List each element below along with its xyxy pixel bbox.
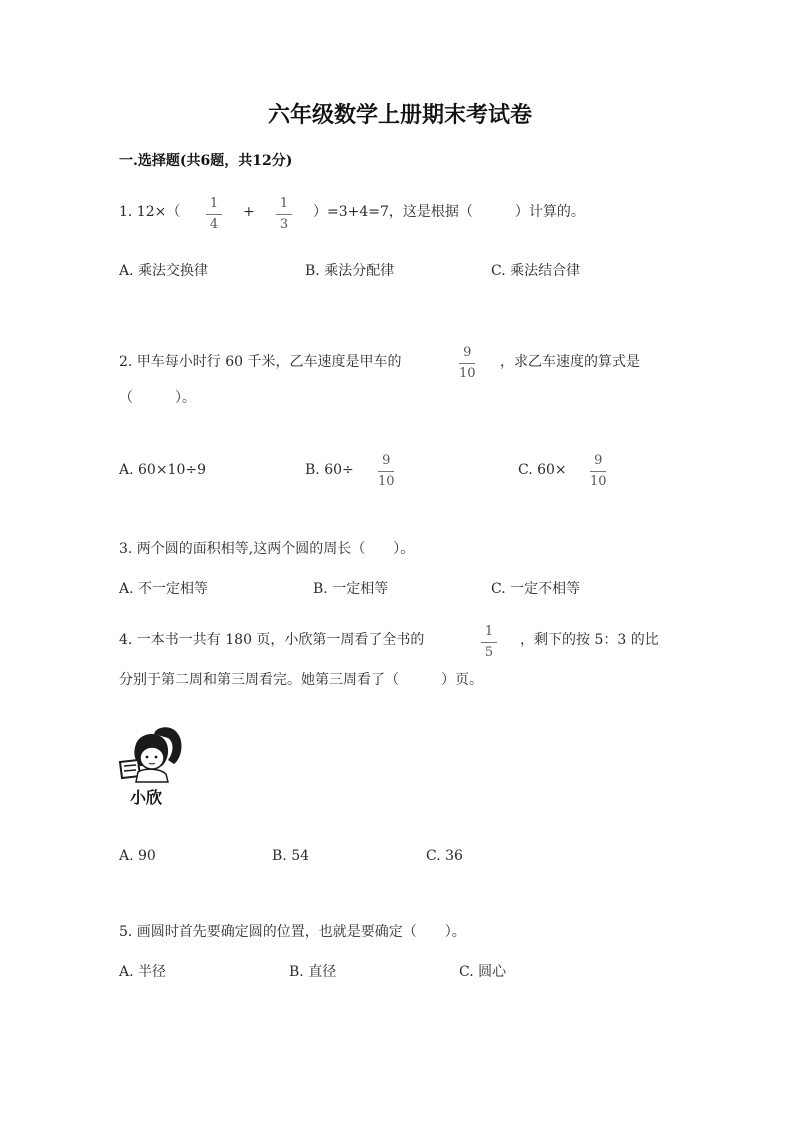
- q2-suffix: ，求乙车速度的算式是: [500, 354, 640, 370]
- q4-line2: 分别于第二周和第三周看完。她第三周看了（ ）页。: [119, 672, 483, 688]
- q5-option-c[interactable]: C. 圆心: [459, 964, 507, 980]
- q4-fraction-denominator: 5: [484, 645, 494, 660]
- fraction-bar: [459, 363, 475, 364]
- q4-fraction-numerator: 1: [484, 624, 494, 639]
- q2-option-b-denominator: 10: [378, 474, 395, 489]
- q1-fraction-a-denominator: 4: [209, 217, 219, 232]
- q2-option-c-numerator: 9: [594, 453, 603, 468]
- q4-option-b[interactable]: B. 54: [272, 848, 310, 864]
- q1-option-b[interactable]: B. 乘法分配律: [305, 263, 395, 279]
- q1-plus: +: [243, 204, 255, 220]
- q3-option-c[interactable]: C. 一定不相等: [491, 581, 581, 597]
- q2-line2: （ ）。: [119, 390, 196, 406]
- q2-option-b-fraction: [378, 453, 395, 490]
- figure-label: 小欣: [130, 788, 163, 807]
- q1-fraction-b: [276, 196, 292, 233]
- q5-option-b[interactable]: B. 直径: [289, 964, 337, 980]
- q1-option-c[interactable]: C. 乘法结合律: [491, 263, 581, 279]
- q2-option-c-denominator: 10: [590, 474, 607, 489]
- fraction-bar: [590, 471, 606, 472]
- q2-option-c-fraction: [590, 453, 607, 490]
- q2-option-b-numerator: 9: [382, 453, 391, 468]
- q1-fraction-a: [206, 196, 222, 233]
- fraction-bar: [378, 471, 394, 472]
- q1-option-a[interactable]: A. 乘法交换律: [119, 263, 209, 279]
- q1-fraction-b-denominator: 3: [279, 217, 289, 232]
- q2-fraction-numerator: 9: [463, 345, 472, 360]
- q2-option-b[interactable]: B. 60÷: [305, 462, 354, 478]
- fraction-bar: [276, 214, 292, 215]
- q4-option-a[interactable]: A. 90: [119, 848, 156, 864]
- q2-prefix: 2. 甲车每小时行 60 千米，乙车速度是甲车的: [119, 354, 402, 370]
- q3-text: 3. 两个圆的面积相等,这两个圆的周长（ ）。: [119, 541, 415, 557]
- fraction-bar: [481, 642, 497, 643]
- page-title: 六年级数学上册期末考试卷: [267, 102, 532, 128]
- section-heading: 一.选择题(共6题，共12分): [119, 153, 293, 169]
- q4-prefix: 4. 一本书一共有 180 页，小欣第一周看了全书的: [119, 632, 425, 648]
- q5-text: 5. 画圆时首先要确定圆的位置，也就是要确定（ ）。: [119, 924, 466, 940]
- q1-fraction-b-numerator: 1: [279, 196, 289, 211]
- q2-fraction-denominator: 10: [459, 366, 476, 381]
- q4-suffix: ，剩下的按 5：3 的比: [520, 632, 659, 648]
- q3-option-a[interactable]: A. 不一定相等: [119, 581, 209, 597]
- fraction-bar: [206, 214, 222, 215]
- q2-fraction: [459, 345, 476, 382]
- q2-option-c[interactable]: C. 60×: [518, 462, 567, 478]
- q1-suffix: ）=3+4=7，这是根据（ ）计算的。: [313, 204, 585, 220]
- q3-option-b[interactable]: B. 一定相等: [313, 581, 389, 597]
- q4-option-c[interactable]: C. 36: [426, 848, 463, 864]
- q5-option-a[interactable]: A. 半径: [119, 964, 167, 980]
- q1-fraction-a-numerator: 1: [209, 196, 219, 211]
- q2-option-a[interactable]: A. 60×10÷9: [119, 462, 207, 478]
- q1-prefix: 1. 12×（: [119, 204, 181, 220]
- q4-fraction: [481, 624, 497, 661]
